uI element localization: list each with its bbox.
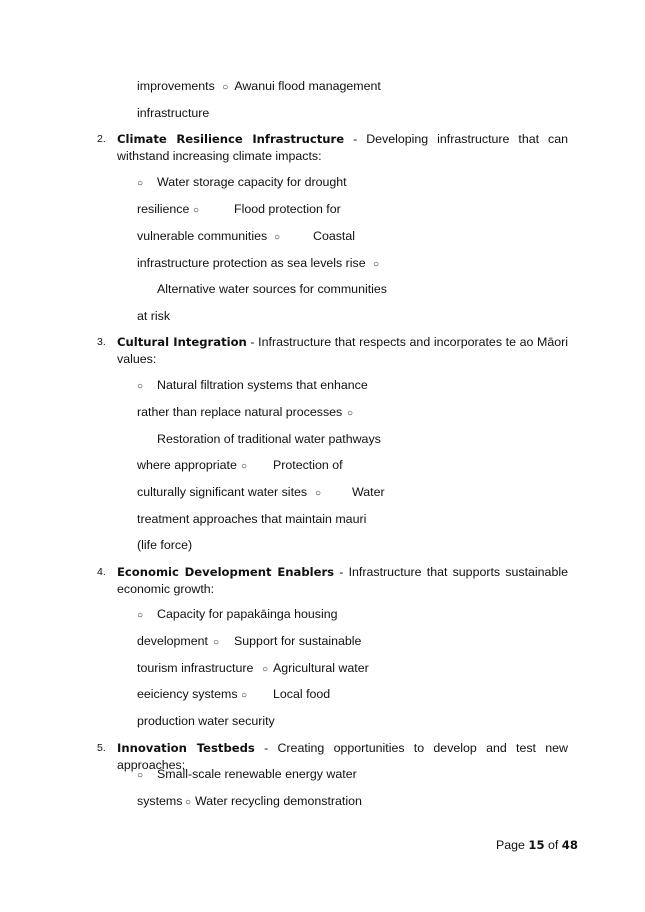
bullet-icon: ○	[241, 690, 248, 701]
intro-text-b: Awanui flood management	[234, 79, 381, 93]
footer-of-word: of	[544, 838, 562, 852]
item-4-line-1: Capacity for papakāinga housing	[157, 607, 338, 621]
item-5-line-2b: Water recycling demonstration	[195, 794, 362, 808]
item-3-line-4a: where appropriate	[137, 458, 237, 472]
intro-line-1	[137, 79, 381, 95]
page-footer	[496, 838, 578, 853]
item-5-line-2a: systems	[137, 794, 183, 808]
item-2-line-3a: vulnerable communities	[137, 229, 268, 243]
item-3-line-6: treatment approaches that maintain mauri	[137, 512, 367, 526]
bullet-icon: ○	[193, 205, 200, 216]
list-number: 2.	[97, 133, 106, 145]
item-3-line-1: Natural filtration systems that enhance	[157, 378, 368, 392]
list-number: 3.	[97, 336, 106, 348]
bullet-icon: ○	[274, 232, 281, 243]
item-3-line-4b: Protection of	[273, 458, 343, 472]
item-4-line-3b: Agricultural water	[273, 661, 369, 675]
item-2-description: - Developing infrastructure that can withstand increasing climate impacts:	[117, 132, 568, 163]
bullet-icon: ○	[241, 461, 248, 472]
item-3-description: - Infrastructure that respects and incorporates te ao Māori values:	[117, 335, 568, 366]
item-2-line-2a: resilience	[137, 202, 190, 216]
bullet-icon: ○	[137, 610, 144, 621]
item-2-line-2b: Flood protection for	[234, 202, 341, 216]
item-3-title: Cultural Integration	[117, 335, 247, 349]
bullet-icon: ○	[222, 82, 229, 93]
item-2-line-4: infrastructure protection as sea levels rise	[137, 256, 366, 270]
item-5-description: - Creating opportunities to develop and test new approaches:	[117, 741, 568, 772]
item-4-line-2a: development	[137, 634, 208, 648]
footer-current-page: 15	[528, 838, 545, 852]
item-4-line-4a: eeiciency systems	[137, 687, 238, 701]
list-number: 5.	[97, 742, 106, 754]
item-2-line-1: Water storage capacity for drought	[157, 175, 347, 189]
bullet-icon: ○	[185, 797, 192, 808]
intro-text-a: improvements	[137, 79, 215, 93]
item-4-paragraph	[117, 564, 568, 598]
item-2-paragraph	[117, 131, 568, 165]
footer-page-word: Page	[496, 838, 529, 852]
item-4-line-2b: Support for sustainable	[234, 634, 362, 648]
item-5-line-1: Small-scale renewable energy water	[157, 767, 357, 781]
bullet-icon: ○	[137, 178, 144, 189]
intro-line-2: infrastructure	[137, 106, 210, 120]
bullet-icon: ○	[315, 488, 322, 499]
bullet-icon: ○	[262, 664, 269, 675]
item-2-line-3b: Coastal	[313, 229, 356, 243]
bullet-icon: ○	[137, 381, 144, 392]
item-5-title: Innovation Testbeds	[117, 741, 255, 755]
item-3-line-5b: Water	[352, 485, 385, 499]
item-2-line-5: Alternative water sources for communities	[157, 282, 388, 296]
bullet-icon: ○	[137, 770, 144, 781]
item-4-line-3a: tourism infrastructure	[137, 661, 254, 675]
item-3-paragraph	[117, 334, 568, 368]
item-4-title: Economic Development Enablers	[117, 565, 335, 579]
item-3-line-2: rather than replace natural processes	[137, 405, 343, 419]
item-4-line-4b: Local food	[273, 687, 331, 701]
bullet-icon: ○	[373, 259, 380, 270]
item-3-line-5a: culturally significant water sites	[137, 485, 308, 499]
bullet-icon: ○	[347, 408, 354, 419]
item-4-line-5: production water security	[137, 714, 275, 728]
footer-total-pages: 48	[561, 838, 578, 852]
item-2-line-6: at risk	[137, 309, 171, 323]
item-2-title: Climate Resilience Infrastructure	[117, 132, 345, 146]
bullet-icon: ○	[213, 637, 220, 648]
item-3-line-7: (life force)	[137, 538, 193, 552]
list-number: 4.	[97, 566, 106, 578]
item-4-description: - Infrastructure that supports sustainable economic growth:	[117, 565, 568, 596]
item-3-line-3: Restoration of traditional water pathways	[157, 432, 381, 446]
